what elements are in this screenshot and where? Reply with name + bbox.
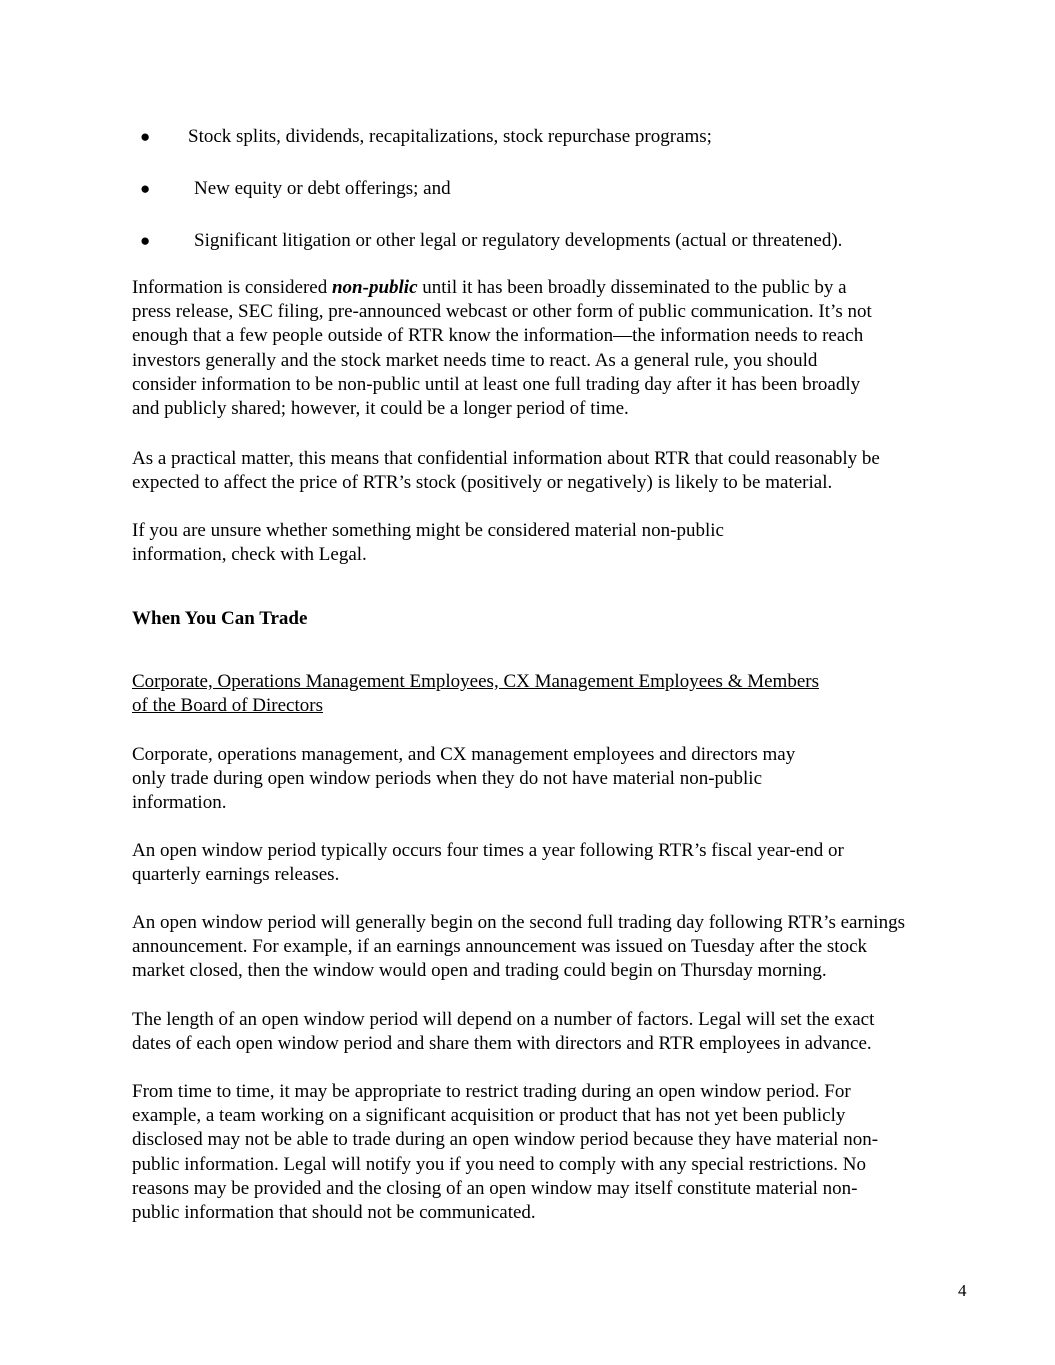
paragraph-line: market closed, then the window would open and trading could begin on Thursday morning. (132, 960, 827, 982)
paragraph-line: reasons may be provided and the closing of an open window may itself constitute material non- (132, 1177, 858, 1199)
paragraph-line: expected to affect the price of RTR’s stock (positively or negatively) is likely to be material. (132, 472, 833, 494)
paragraph-line: consider information to be non-public until at least one full trading day after it has been broadly (132, 373, 861, 395)
window-paragraph (132, 839, 1002, 887)
practical-paragraph (132, 447, 1002, 495)
paragraph-line: The length of an open window period will depend on a number of factors. Legal will set the exact (132, 1009, 875, 1030)
begin-paragraph (132, 911, 1002, 984)
paragraph-line: If you are unsure whether something might be considered material non-public (132, 520, 724, 541)
paragraph-line: Corporate, operations management, and CX management employees and directors may (132, 744, 796, 765)
paragraph-line: example, a team working on a significant acquisition or product that has not yet been publicly (132, 1105, 846, 1127)
paragraph-line: investors generally and the stock market needs time to react. As a general rule, you should (132, 349, 818, 371)
subheading-line: of the Board of Directors (132, 695, 323, 717)
paragraph-line: Information is considered non-public until it has been broadly disseminated to the public by a (132, 277, 847, 298)
paragraph-line: only trade during open window periods when they do not have material non-public (132, 768, 763, 790)
paragraph-line: information. (132, 792, 227, 814)
subheading-line: Corporate, Operations Management Employees, CX Management Employees & Members (132, 671, 819, 692)
paragraph-line: An open window period typically occurs four times a year following RTR’s fiscal year-end or (132, 840, 844, 861)
subheading (132, 670, 819, 718)
nonpublic-paragraph (132, 276, 1002, 421)
paragraph-line: quarterly earnings releases. (132, 864, 340, 886)
corporate-paragraph (132, 743, 1002, 816)
paragraph-line: An open window period will generally begin on the second full trading day following RTR’s earnings (132, 912, 905, 933)
paragraph-line: public information. Legal will notify you if you need to comply with any special restrictions. No (132, 1153, 866, 1175)
non-public-term: non-public (331, 277, 418, 298)
bullet-text: New equity or debt offerings; and (194, 178, 451, 199)
paragraph-line: enough that a few people outside of RTR know the information—the information needs to reach (132, 325, 864, 347)
section-heading: When You Can Trade (132, 608, 308, 629)
page-number: 4 (958, 1281, 967, 1300)
bullet-glyph: ● (140, 127, 151, 146)
paragraph-line: From time to time, it may be appropriate to restrict trading during an open window period. For (132, 1081, 851, 1102)
paragraph-line: As a practical matter, this means that confidential information about RTR that could reasonably be (132, 448, 880, 469)
bullet-glyph: ● (140, 231, 151, 250)
paragraph-line: and publicly shared; however, it could be a longer period of time. (132, 398, 629, 420)
paragraph-line: information, check with Legal. (132, 544, 367, 566)
paragraph-line: press release, SEC filing, pre-announced webcast or other form of public communication. It’s not (132, 301, 872, 323)
restrict-paragraph (132, 1080, 1002, 1225)
bullet-glyph: ● (140, 179, 151, 198)
paragraph-line: announcement. For example, if an earnings announcement was issued on Tuesday after the stock (132, 936, 868, 958)
bullet-text: Stock splits, dividends, recapitalizations, stock repurchase programs; (188, 126, 712, 147)
paragraph-line: dates of each open window period and share them with directors and RTR employees in advance. (132, 1033, 872, 1055)
unsure-paragraph (132, 519, 1002, 567)
length-paragraph (132, 1008, 1002, 1056)
paragraph-line: public information that should not be communicated. (132, 1202, 536, 1224)
paragraph-line: disclosed may not be able to trade during an open window period because they have material non- (132, 1129, 879, 1151)
bullet-text: Significant litigation or other legal or regulatory developments (actual or threatened). (194, 230, 843, 251)
